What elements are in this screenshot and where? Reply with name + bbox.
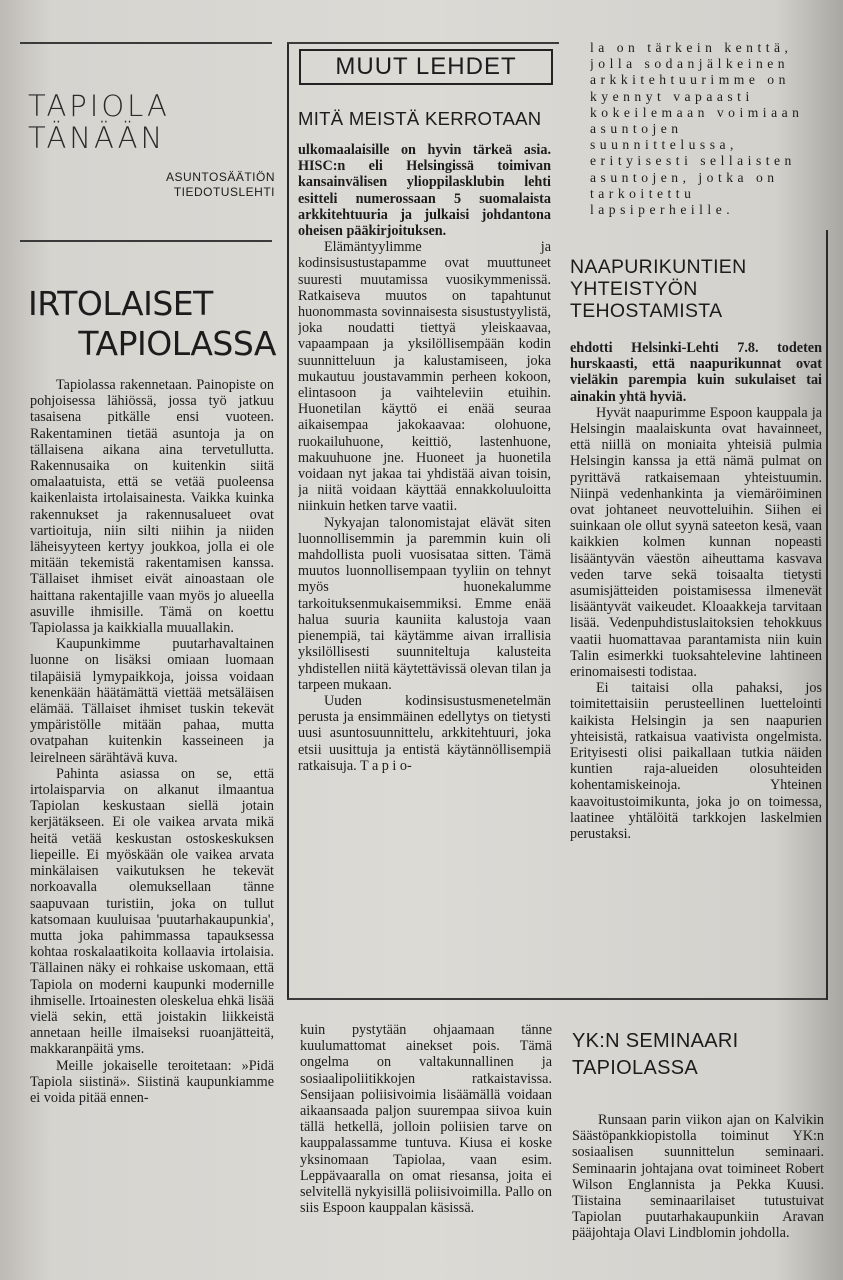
yk-seminaari-headline xyxy=(572,1028,822,1082)
masthead-title-line2: TÄNÄÄN xyxy=(28,121,166,155)
box-top-rule xyxy=(287,42,559,44)
irtolaiset-body xyxy=(30,377,274,1272)
masthead xyxy=(28,90,278,154)
muut-lehdet-paragraph-3: Uuden kodinsisustusmenetelmän perusta ja ensimmäinen edellytys on tietysti uusi asuntosuunnittelu, arkkitehtuuri, joka etsii uusittuja ja entistä käytännöllisempiä ratkaisuja. T a p i o- xyxy=(298,692,551,774)
naapurikuntien-headline xyxy=(570,256,820,322)
naapurikuntien-paragraph-1: Hyvät naapurimme Espoon kauppala ja Helsingin maalaiskunta ovat havainneet, että niillä on moniaita yhteisiä pulmia Helsingin kanssa ja että nämä pulmat on pyrittävä ratkaisemaan yhteistuumin. Niinpä vedenhankinta ja viemäröiminen ovat johtaneet neuvotteluihin. Siihen ei suinkaan ole ollut syynä sateeton kesä, vaan kaikkien kolmen kunnan nopeasti lisääntyvän väestön aiheuttama kasvava veden tarve sekä toisaalta tietysti asumisjätteiden poistamisessa ilmenevät lisääntyvät vaikeudet. Kloaakkeja tarvitaan lisää. Vedenpuhdistuslaitoksien tehokkuus vaatii huomattavaa parantamista niin kuin Talin esimerkki tuoksahtelevine lahtineen erinomaisesti todistaa. xyxy=(570,404,822,681)
naapurikuntien-paragraph-2: Ei taitaisi olla pahaksi, jos toimitettaisiin perusteellinen luettelointi kaikista Helsingin ja sen naapurien yhteisistä, ratkaisua vaativista ongelmista. Erityisesti olisi paikallaan tutkia näiden kuntien raja-alueiden olosuhteiden kohentamiskeinoja. Yhteinen kaavoitustoimikunta, joka jo on toimessa, laatinee yhtälöitä tarkkojen laskelmien perustaksi. xyxy=(570,680,822,843)
muut-lehdet-body xyxy=(298,142,551,992)
irtolaiset-paragraph-2: Kaupunkimme puutarhavaltainen luonne on lisäksi omiaan luomaan tilapäisiä lymypaikkoja, joissa voidaan kenenkään häätämättä viettää metsäläisen elämää. Tällaiset ihmiset tuskin tekevät ympäristölle mitään pahaa, mutta ovatpahan kuitenkin kasseineen ja leirelneen särähtävä kuva. xyxy=(30,636,274,766)
box-right-rule xyxy=(826,230,828,1000)
irtolaiset-continuation-text: kuin pystytään ohjaamaan tänne kuulumattomat ainekset pois. Tämä ongelma on valtakunnallinen ja sosiaalipoliitikkojen ratkaistavissa. Sensijaan poliisivoimia lisäämällä voidaan aikaansaada paljon suurempaa siivoa kuin tällä hetkellä, jolloin poliisien tarve on kauppalassamme tuntuva. Kiusa ei koske yksinomaan Tapiolaa, vaan esim. Leppävaaralla on omat riesansa, joita ei selvitellä nykyisillä poliisivoimilla. Pallo on siis Espoon kauppalan käsissä. xyxy=(300,1022,552,1217)
masthead-sub-line1: ASUNTOSÄÄTIÖN xyxy=(166,170,275,184)
masthead-rule xyxy=(20,240,272,242)
yk-paragraph: Runsaan parin viikon ajan on Kalvikin Säästöpankkiopistolla toiminut YK:n sosiaalisen suunnittelun seminaari. Seminaarin johtajana ovat toimineet Robert Wilson Englannista ja Pekka Kuusi. Tiistaina seminaarilaiset tutustuivat Tapiolan puutarhakaupunkiin Aravan pääjohtaja Olavi Lindblomin johdolla. xyxy=(572,1112,824,1242)
naapurikuntien-body xyxy=(570,340,822,988)
top-rule xyxy=(20,42,272,44)
irtolaiset-headline-line2: TAPIOLASSA xyxy=(78,324,276,363)
muut-lehdet-continuation: la on tärkein kenttä, jolla sodanjälkeinen arkkitehtuurimme on kyennyt vapaasti kokeilemaan voimiaan asuntojen suunnittelussa, erityisesti sellaisten asuntojen, jotka on tarkoitettu lapsiperheille. xyxy=(590,40,804,218)
mita-meista-headline: MITÄ MEISTÄ KERROTAAN xyxy=(298,108,542,129)
yk-headline-line2: TAPIOLASSA xyxy=(572,1057,699,1079)
masthead-title-line1: TAPIOLA xyxy=(28,89,170,123)
irtolaiset-paragraph-3: Pahinta asiassa on se, että irtolaisparvia on alkanut ilmaantua Tapiolan keskustaan siellä jotain kerjätäkseen. Ei ole vaikea arvata mikä heitä vetää keskustan ostoskeskuksen liepeille. Ei myöskään ole vaikea arvata minkälaisen vaikutuksen he tekevät norkoavalla olemuksellaan tänne saapuvaan turistiin, joka on tullut katsomaan kuuluisaa 'puutarhakaupunkia', mutta joka pahimmassa tapauksessa kohtaa roskalaatikoita kollaavia irtolaisia. Tällainen näky ei rohkaise uskomaan, että Tapiola on moderni kaupunki modernille ihmiselle. Irtoainesten oleskelua ehkä lisää vielä sekin, että joistakin liikkeistä annetaan heille ilmaiseksi ruoanjätteitä, makkaranpäitä yms. xyxy=(30,765,274,1058)
irtolaiset-paragraph-1: Tapiolassa rakennetaan. Painopiste on pohjoisessa lähiössä, jossa työ jatkuu tasaisena pitkälle ensi vuoteen. Rakentaminen tietää asuntoja ja on tällaisena aikana aina tervetullutta. Rakennusaika on kuitenkin siitä omalaatuista, että se vetää puoleensa kaikenlaista irtolaisainesta. Vaikka kuinka rakennukset ja rakennusalueet ovat vartioituja, niin silti niihin ja niiden läheisyyteen kertyy joukkoa, jolla ei ole mitään tekemistä rakentamisen kanssa. Tällaiset ihmiset eivät ainoastaan ole haittana rakentajille vaan myös jo alueella asuville ihmisille. Tämä on koettu Tapiolassa ja kaikkialla muuallakin. xyxy=(30,377,274,637)
masthead-sub-line2: TIEDOTUSLEHTI xyxy=(173,185,275,199)
irtolaiset-headline-line1: IRTOLAISET xyxy=(28,284,213,323)
muut-lehdet-box-title: MUUT LEHDET xyxy=(299,49,553,85)
box-left-rule xyxy=(287,42,289,1000)
irtolaiset-paragraph-4: Meille jokaiselle teroitetaan: »Pidä Tapiola siistinä». Siistinä kaupunkiamme ei voida pitää ennen- xyxy=(30,1057,274,1106)
naapurikuntien-headline-line1: NAAPURIKUNTIEN xyxy=(570,256,747,278)
box-bottom-rule xyxy=(287,998,827,1000)
irtolaiset-headline xyxy=(28,284,276,364)
yk-headline-line1: YK:N SEMINAARI xyxy=(572,1030,739,1052)
muut-lehdet-paragraph-1: Elämäntyylimme ja kodinsisustustapamme ovat muuttuneet suuresti muutamissa vuosikymmenissä. Ratkaiseva muutos on tapahtunut huonommasta sovinnaisesta sisustustyylistä, joka noudatti tiettyä yleiskaavaa, vapaampaan ja yksilöllisempään kodin suunnitteluun ja kalustamiseen, joka mukautuu joustavammin perheen kokoon, elintasoon ja vaihteleviin etuihin. Huonetilan käyttö ei enää seuraa aikaisempaa jakokaavaa: olohuone, ruokailuhuone, keittiö, lastenhuone, makuuhuone jne. Huoneet ja huonetila voidaan nyt jakaa tai yhdistää aivan toisin, ja niitä voidaan käyttää ennakkoluuloitta niinkuin hetken tarve vaatii. xyxy=(298,239,551,515)
naapurikuntien-lead: ehdotti Helsinki-Lehti 7.8. todeten hurskaasti, että naapurikunnat ovat vieläkin parempia kuin sukulaiset tai ainakin yhtä hyviä. xyxy=(570,340,822,405)
irtolaiset-continuation xyxy=(300,1022,552,1272)
muut-lehdet-paragraph-2: Nykyajan talonomistajat elävät siten luonnollisemmin ja paremmin kuin oli mahdollista puoli vuosisataa sitten. Tämä muutos luonnollisempaan tyyliin on tehnyt myös huonekalumme tarkoituksenmukaisemmiksi. Emme enää halua suuria kauniita kalustoja vaan pienempiä, tai käytämme aivan irrallisia yksilöllisesti suunniteltuja kalusteita yhdistellen niitä käytettävissä olevan tilan ja tarpeen mukaan. xyxy=(298,514,551,693)
muut-lehdet-lead: ulkomaalaisille on hyvin tärkeä asia. HISC:n eli Helsingissä toimivan kansainvälisen ylioppilasklubin lehti esitteli numerossaan 5 suomalaista arkkitehtuuria ja julkaisi johdantona oheisen pääkirjoituksen. xyxy=(298,142,551,240)
naapurikuntien-headline-line3: TEHOSTAMISTA xyxy=(570,300,723,322)
yk-seminaari-body xyxy=(572,1112,824,1274)
naapurikuntien-headline-line2: YHTEISTYÖN xyxy=(570,278,698,300)
masthead-subtitle xyxy=(100,170,275,200)
